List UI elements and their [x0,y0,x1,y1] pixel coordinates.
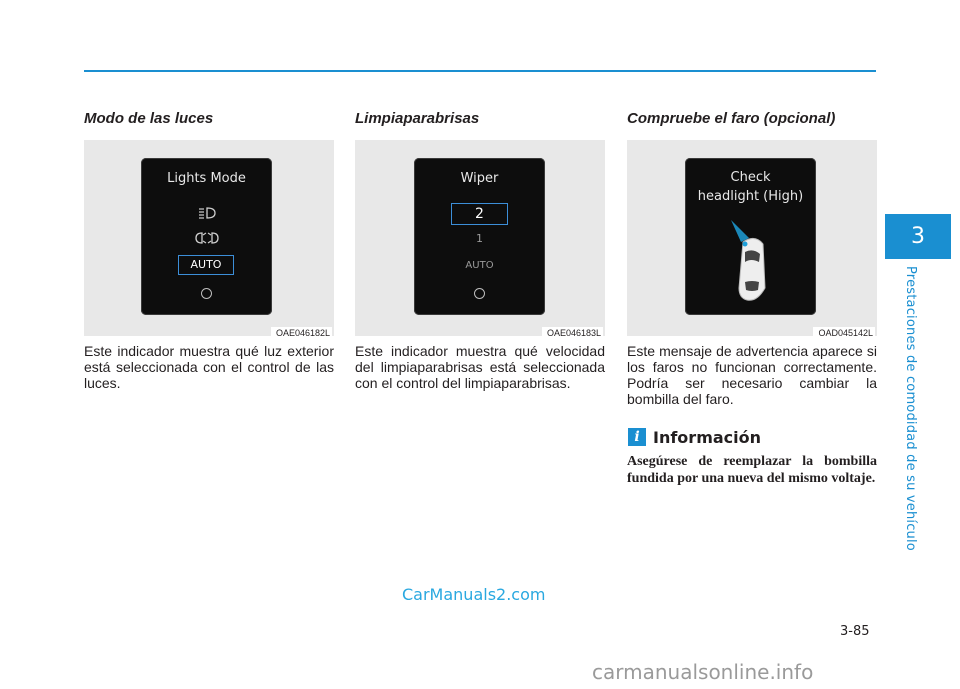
cluster-screen-lights [141,158,272,315]
wiper-option-auto: AUTO [465,260,494,271]
heading-check-headlight: Compruebe el faro (opcional) [627,110,836,127]
cluster-screen-headlight [685,158,816,315]
figure-check-headlight [627,140,877,336]
heading-lights-mode: Modo de las luces [84,110,214,127]
screen-line-1: Check [730,170,771,185]
car-top-view-icon [727,218,771,306]
top-rule [84,70,876,72]
section-tab-number: 3 [911,224,925,249]
info-icon: i [628,428,646,446]
figure-lights-mode [84,140,334,336]
screen-title: Wiper [460,171,499,186]
body-text-headlight: Este mensaje de advertencia aparece si los faros no funcionan correctamente. Podría ser necesario cambiar la bombilla del faro. [627,343,877,407]
screen-line-2: headlight (High) [697,189,804,204]
figure-code: OAE046182L [271,327,332,338]
side-lights-icon [193,231,221,245]
section-title-vertical: Prestaciones de comodidad de su vehículo [903,266,918,551]
section-tab [885,214,951,259]
wiper-speed-selected-box: 2 [451,203,508,225]
off-ring-icon [201,288,212,299]
auto-selected-box: AUTO [178,255,234,275]
figure-code: OAE046183L [542,327,603,338]
page-number: 3-85 [840,624,870,639]
figure-code: OAD045142L [813,327,875,338]
figure-wiper [355,140,605,336]
watermark-link[interactable]: CarManuals2.com [402,585,546,604]
body-text-wiper: Este indicador muestra qué velocidad del limpiaparabrisas está seleccionada con el control del limpiaparabrisas. [355,343,605,391]
parking-light-icon [196,206,218,220]
cluster-screen-wiper [414,158,545,315]
screen-title: Lights Mode [167,171,246,186]
info-body: Asegúrese de reemplazar la bombilla fundida por una nueva del mismo voltaje. [627,454,877,486]
body-text-lights: Este indicador muestra qué luz exterior está seleccionada con el control de las luces. [84,343,334,391]
heading-wiper: Limpiaparabrisas [355,110,480,127]
info-title: Información [653,428,762,447]
off-ring-icon [474,288,485,299]
footer-watermark: carmanualsonline.info [592,660,814,684]
wiper-option-1: 1 [476,232,483,245]
